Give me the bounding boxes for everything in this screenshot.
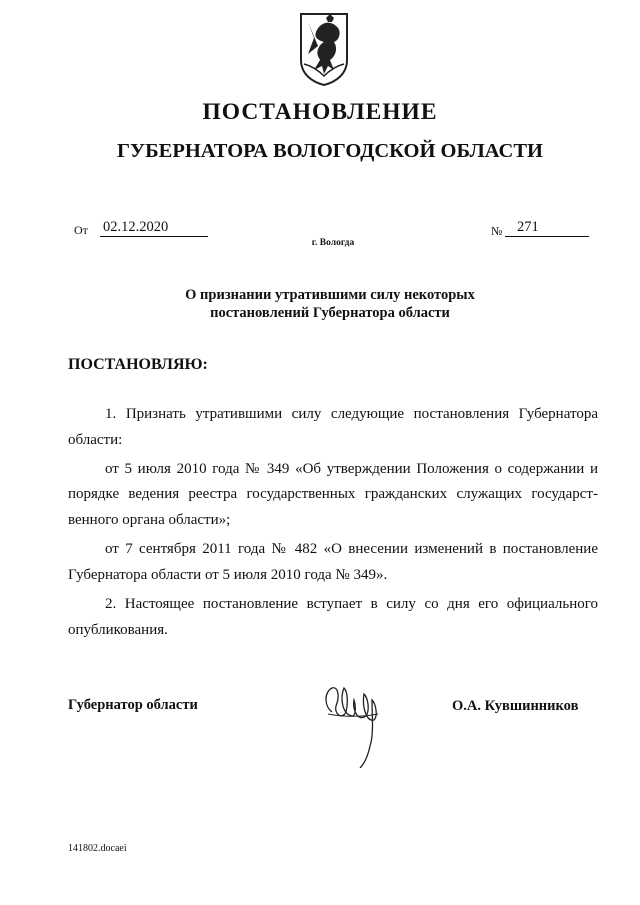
- city-label: г. Вологда: [311, 238, 355, 248]
- handwritten-signature: [318, 676, 390, 768]
- signatory-title: Губернатор области: [68, 697, 198, 713]
- document-subject: [0, 286, 640, 322]
- document-date: 02.12.2020: [100, 219, 208, 237]
- body-paragraph-1: 1. Признать утратившими силу следующие постановления Губернатора области:: [68, 406, 598, 448]
- document-file-reference: 141802.docaei: [68, 843, 127, 854]
- body-paragraph-2: от 5 июля 2010 года № 349 «Об утверждении Положения о содержании и порядке ведения реестра государственных гражданских служащих государственного органа области»;: [68, 460, 598, 529]
- document-subtitle: ГУБЕРНАТОРА ВОЛОГОДСКОЙ ОБЛАСТИ: [117, 140, 543, 162]
- signatory-name: О.А. Кувшинников: [452, 698, 579, 714]
- coat-of-arms-emblem: [298, 10, 350, 86]
- subject-line-1: О признании утратившими силу некоторых: [185, 287, 475, 303]
- document-title: ПОСТАНОВЛЕНИЕ: [202, 99, 438, 125]
- number-prefix: №: [491, 224, 503, 238]
- document-body: [68, 402, 598, 647]
- date-prefix: От: [74, 223, 88, 237]
- body-paragraph-4: 2. Настоящее постановление вступает в силу со дня его официального опубликования.: [68, 596, 598, 638]
- subject-line-2: постановлений Губернатора области: [210, 305, 450, 321]
- decree-heading: ПОСТАНОВЛЯЮ:: [68, 356, 208, 373]
- document-number: 271: [505, 219, 589, 237]
- body-paragraph-3: от 7 сентября 2011 года № 482 «О внесении изменений в постановление Губернатора области от 5 июля 2010 года № 349».: [68, 541, 598, 583]
